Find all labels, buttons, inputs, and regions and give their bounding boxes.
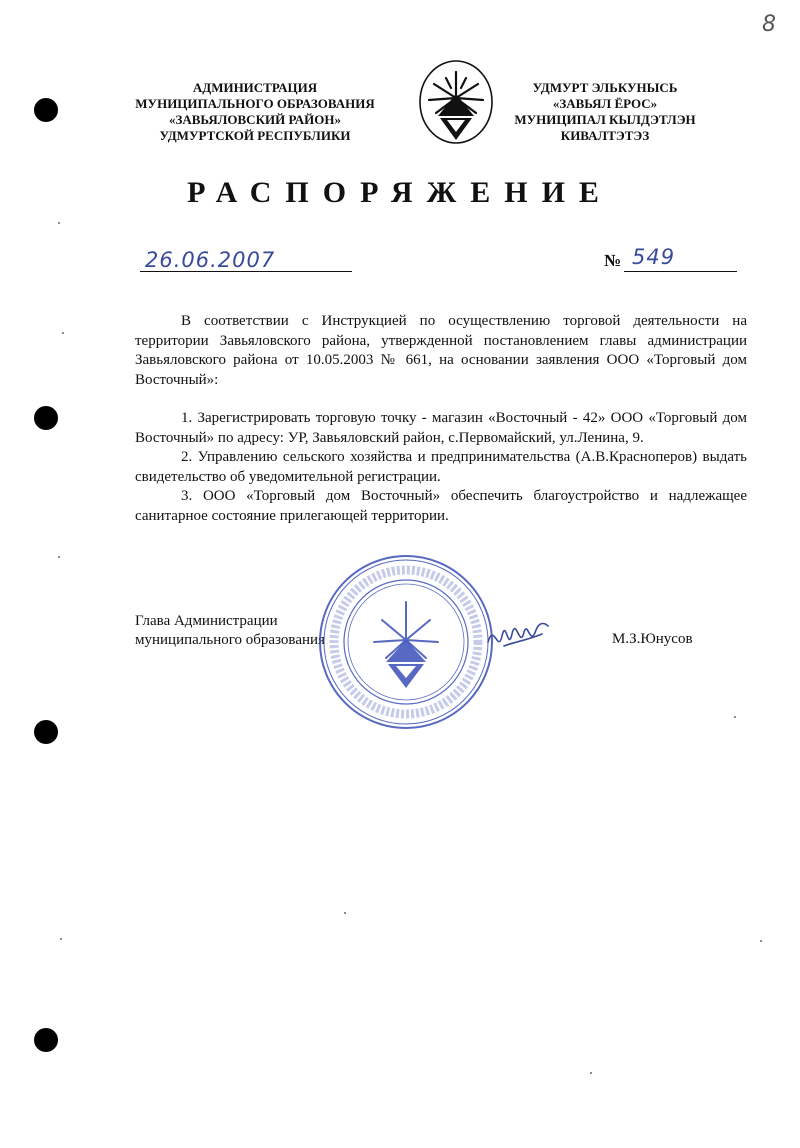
order-item: 1. Зарегистрировать торговую точку - магазин «Восточный - 42» ООО «Торговый дом Восточный» по адресу: УР, Завьяловский район, с.Первомайский, ул.Ленина, 9. <box>135 410 747 446</box>
emblem-icon <box>416 58 496 146</box>
scan-speck <box>58 222 60 224</box>
scan-speck <box>58 556 60 558</box>
signer-position-line: муниципального образования <box>135 632 325 648</box>
date-handwritten: 26.06.2007 <box>145 248 276 272</box>
preamble-paragraph: В соответствии с Инструкцией по осуществлению торговой деятельности на территории Завьяловского района, утвержденной постановлением главы администрации Завьяловского района от 10.05.2003 № 661, на основании заявления ООО «Торговый дом Восточный»: <box>135 313 747 388</box>
stamp-seal-icon <box>316 552 496 732</box>
header-line: «ЗАВЬЯЛОВСКИЙ РАЙОН» <box>169 112 341 127</box>
punch-hole <box>34 1028 58 1052</box>
date-underline <box>140 270 352 272</box>
header-line: КИВАЛТЭТЭЗ <box>560 128 650 143</box>
document-title: РАСПОРЯЖЕНИЕ <box>187 176 613 209</box>
number-handwritten: 549 <box>632 245 676 269</box>
signature-icon <box>484 612 554 662</box>
order-item: 2. Управлению сельского хозяйства и предпринимательства (А.В.Красноперов) выдать свидетельство об уведомительной регистрации. <box>135 449 747 485</box>
header-line: УДМУРТ ЭЛЬКУНЫСЬ <box>532 80 678 95</box>
signer-name: М.З.Юнусов <box>612 631 693 647</box>
scan-speck <box>590 1072 592 1074</box>
number-underline <box>624 270 737 272</box>
order-item: 3. ООО «Торговый дом Восточный» обеспечить благоустройство и надлежащее санитарное состояние прилегающей территории. <box>135 488 747 524</box>
scan-speck <box>344 912 346 914</box>
number-sign: № <box>604 251 622 270</box>
header-line: МУНИЦИПАЛ КЫЛДЭТЛЭН <box>514 112 696 127</box>
scan-speck <box>62 332 64 334</box>
header-line: МУНИЦИПАЛЬНОГО ОБРАЗОВАНИЯ <box>135 96 375 111</box>
punch-hole <box>34 406 58 430</box>
order-body <box>135 312 747 526</box>
scan-speck <box>60 938 62 940</box>
punch-hole <box>34 98 58 122</box>
signer-position <box>135 612 325 650</box>
scan-speck <box>734 716 736 718</box>
scan-speck <box>760 940 762 942</box>
header-line: УДМУРТСКОЙ РЕСПУБЛИКИ <box>159 128 351 143</box>
header-line: АДМИНИСТРАЦИЯ <box>192 80 318 95</box>
header-udmurt <box>500 80 710 144</box>
header-russian <box>110 80 400 144</box>
page-number: 8 <box>762 12 776 37</box>
signer-position-line: Глава Администрации <box>135 613 278 629</box>
punch-hole <box>34 720 58 744</box>
header-line: «ЗАВЬЯЛ ЁРОС» <box>552 96 658 111</box>
